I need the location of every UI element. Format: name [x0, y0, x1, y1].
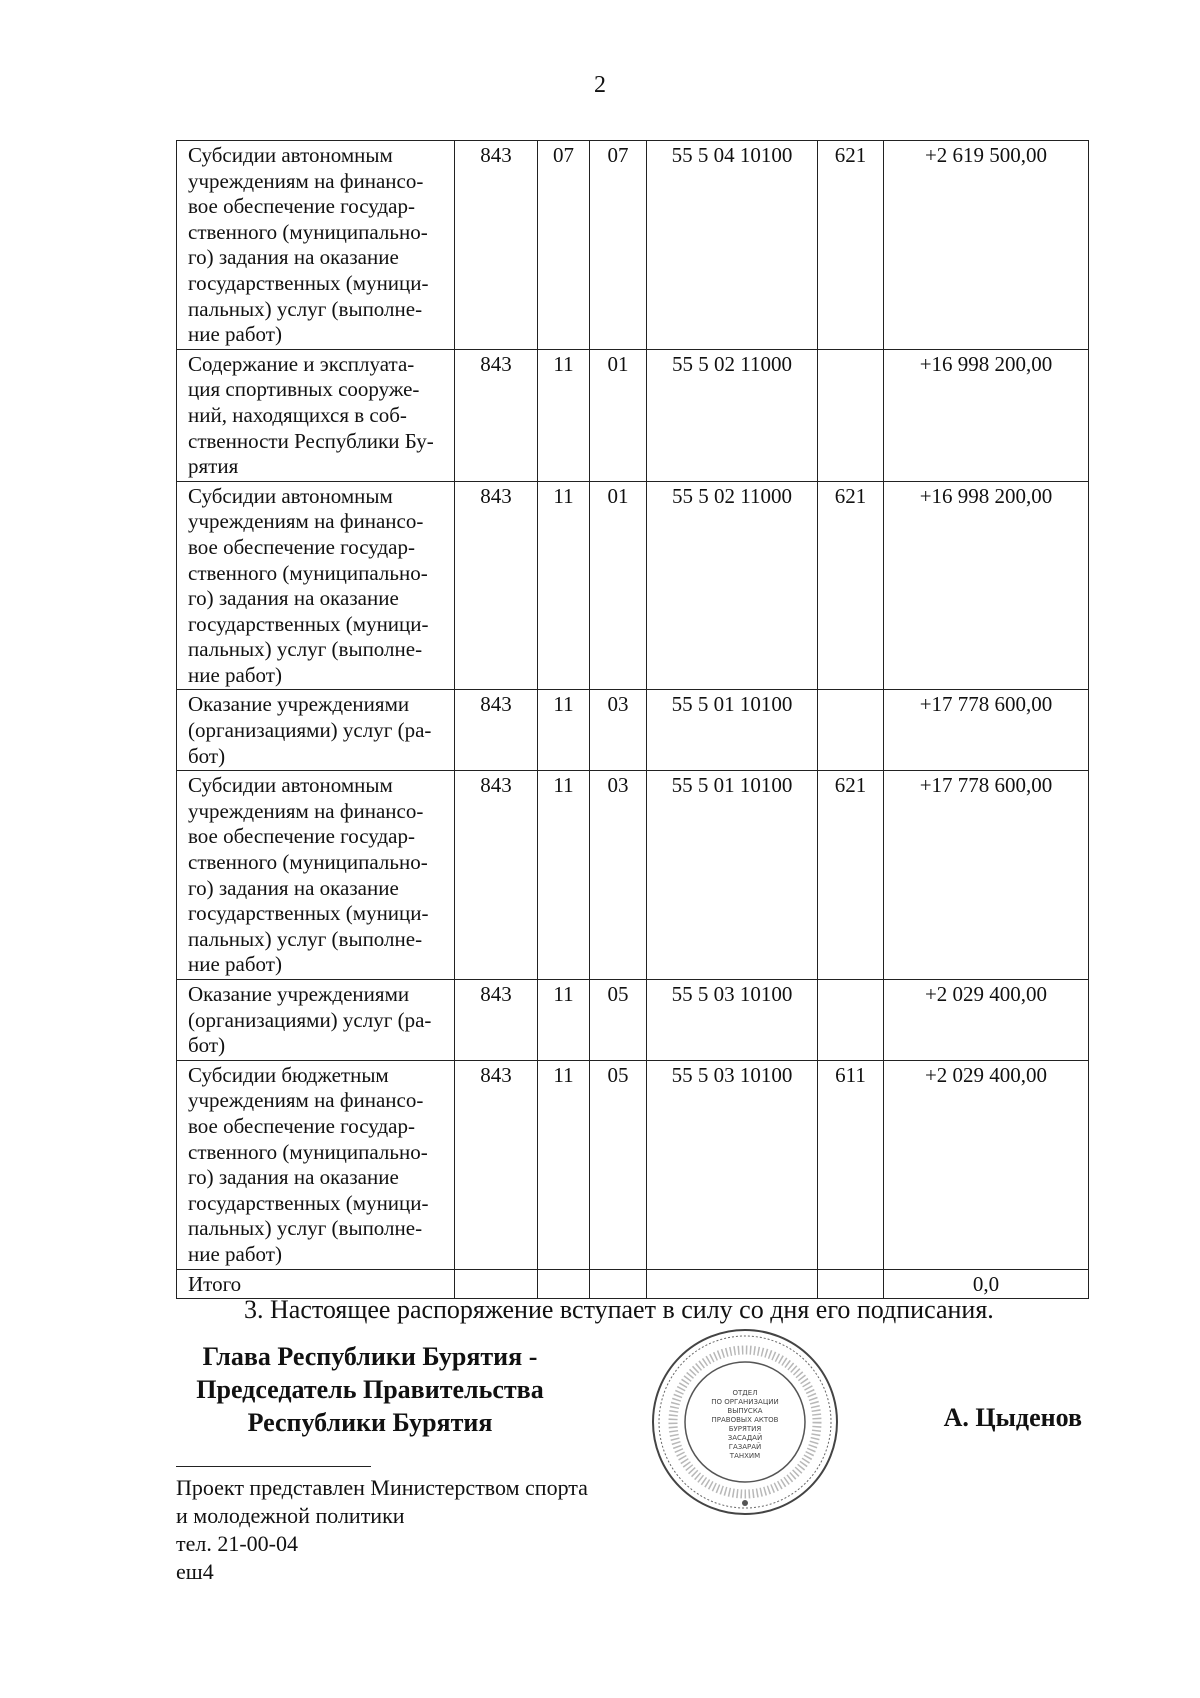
item-name-line: ственности Республики Бу- [188, 428, 434, 453]
item-name-line: Оказание учреждениями [188, 982, 410, 1006]
target-article-cell: 55 5 03 10100 [647, 980, 818, 1061]
item-name-line: го) задания на оказание [188, 1165, 399, 1190]
seal-text-line: ТАНХИМ [729, 1452, 761, 1460]
table-row [177, 1060, 1089, 1269]
item-name-line: вое обеспечение государ- [188, 824, 415, 849]
item-name-line: государственных (муници- [188, 270, 429, 295]
item-name-line: го) задания на оказание [188, 875, 399, 900]
signatory-title [150, 1340, 590, 1439]
target-article-cell: 55 5 02 11000 [647, 349, 818, 481]
grbs-cell: 843 [455, 690, 538, 771]
item-name-line: пальных) услуг (выполне- [188, 296, 423, 321]
subsection-cell: 03 [590, 771, 647, 980]
item-name-line: ние работ) [188, 322, 282, 347]
section-cell: 07 [538, 141, 590, 350]
subsection-cell: 05 [590, 1060, 647, 1269]
target-article-cell: 55 5 03 10100 [647, 1060, 818, 1269]
expense-type-cell: 621 [818, 771, 884, 980]
table-row [177, 349, 1089, 481]
item-name-line: (организациями) услуг (ра- [188, 718, 432, 743]
item-name-line: учреждениям на финансо- [188, 1088, 424, 1113]
target-article-cell: 55 5 04 10100 [647, 141, 818, 350]
grbs-cell: 843 [455, 481, 538, 690]
total-amount: 0,0 [884, 1269, 1089, 1299]
table-body [177, 141, 1089, 1299]
item-name-line: пальных) услуг (выполне- [188, 1216, 423, 1241]
amount-cell: +16 998 200,00 [884, 349, 1089, 481]
item-name-line: Содержание и эксплуата- [188, 351, 415, 376]
item-name-line: пальных) услуг (выполне- [188, 926, 423, 951]
seal-text-line: ЗАСАДАЙ [727, 1434, 763, 1442]
target-article-cell: 55 5 02 11000 [647, 481, 818, 690]
item-name-line: ние работ) [188, 662, 282, 687]
item-name-line: рятия [188, 454, 239, 479]
item-name-cell [177, 481, 455, 690]
expense-type-cell [818, 690, 884, 771]
table-row [177, 980, 1089, 1061]
footer-line: и молодежной политики [176, 1503, 405, 1528]
grbs-cell: 843 [455, 771, 538, 980]
expense-type-cell: 621 [818, 481, 884, 690]
expense-type-cell [818, 980, 884, 1061]
table-row [177, 771, 1089, 980]
seal-text-line: ВЫПУСКА [727, 1407, 763, 1415]
expense-type-cell: 611 [818, 1060, 884, 1269]
budget-table [176, 140, 1089, 1299]
subsection-cell: 07 [590, 141, 647, 350]
item-name-line: го) задания на оказание [188, 245, 399, 270]
item-name-line: вое обеспечение государ- [188, 534, 415, 559]
expense-type-cell: 621 [818, 141, 884, 350]
item-name-line: Субсидии автономным [188, 773, 393, 798]
target-article-cell: 55 5 01 10100 [647, 771, 818, 980]
footnote-divider [176, 1466, 371, 1467]
amount-cell: +16 998 200,00 [884, 481, 1089, 690]
item-name-line: государственных (муници- [188, 611, 429, 636]
section-cell: 11 [538, 690, 590, 771]
item-name-line: государственных (муници- [188, 1190, 429, 1215]
grbs-cell: 843 [455, 349, 538, 481]
item-name-line: го) задания на оказание [188, 586, 399, 611]
subsection-cell: 01 [590, 481, 647, 690]
item-name-line: ние работ) [188, 1241, 282, 1266]
item-name-cell [177, 980, 455, 1061]
seal-text-line: БУРЯТИЯ [728, 1425, 762, 1433]
signatory-name: А. Цыденов [943, 1403, 1082, 1432]
item-name-line: государственных (муници- [188, 901, 429, 926]
clause-text: 3. Настоящее распоряжение вступает в силу со дня его подписания. [244, 1295, 994, 1324]
total-label: Итого [177, 1269, 455, 1299]
page-number: 2 [594, 72, 606, 98]
section-cell: 11 [538, 1060, 590, 1269]
seal-dot [742, 1500, 748, 1506]
item-name-cell [177, 1060, 455, 1269]
amount-cell: +17 778 600,00 [884, 690, 1089, 771]
item-name-line: учреждениям на финансо- [188, 509, 424, 534]
expense-type-cell [818, 349, 884, 481]
target-article-cell: 55 5 01 10100 [647, 690, 818, 771]
table-row [177, 481, 1089, 690]
item-name-line: Субсидии бюджетным [188, 1062, 389, 1087]
item-name-line: учреждениям на финансо- [188, 798, 424, 823]
item-name-cell [177, 771, 455, 980]
item-name-line: пальных) услуг (выполне- [188, 637, 423, 662]
item-name-line: ний, находящихся в соб- [188, 402, 407, 427]
signatory-title-line: Республики Бурятия [247, 1408, 493, 1437]
amount-cell: +2 029 400,00 [884, 980, 1089, 1061]
footer-line: тел. 21-00-04 [176, 1531, 299, 1556]
table-row [177, 690, 1089, 771]
footer-note [176, 1474, 588, 1586]
item-name-line: бот) [188, 1033, 226, 1058]
section-cell: 11 [538, 771, 590, 980]
section-cell: 11 [538, 980, 590, 1061]
amount-cell: +2 029 400,00 [884, 1060, 1089, 1269]
item-name-line: вое обеспечение государ- [188, 194, 415, 219]
grbs-cell: 843 [455, 141, 538, 350]
item-name-line: ция спортивных сооруже- [188, 377, 420, 402]
amount-cell: +2 619 500,00 [884, 141, 1089, 350]
amount-cell: +17 778 600,00 [884, 771, 1089, 980]
item-name-line: ственного (муниципально- [188, 219, 428, 244]
item-name-line: вое обеспечение государ- [188, 1113, 415, 1138]
item-name-line: учреждениям на финансо- [188, 168, 424, 193]
seal-text-line: ОТДЕЛ [732, 1389, 758, 1397]
section-cell: 11 [538, 481, 590, 690]
seal-text-line: ПО ОРГАНИЗАЦИИ [711, 1398, 779, 1406]
subsection-cell: 01 [590, 349, 647, 481]
grbs-cell: 843 [455, 1060, 538, 1269]
signatory-title-line: Глава Республики Бурятия - [202, 1342, 538, 1371]
item-name-line: Субсидии автономным [188, 143, 393, 167]
footer-line: еш4 [176, 1559, 214, 1584]
item-name-line: ственного (муниципально- [188, 560, 428, 585]
signatory-title-line: Председатель Правительства [196, 1375, 544, 1404]
item-name-line: Оказание учреждениями [188, 692, 410, 717]
item-name-cell [177, 141, 455, 350]
subsection-cell: 05 [590, 980, 647, 1061]
item-name-cell [177, 349, 455, 481]
item-name-cell [177, 690, 455, 771]
seal-text-line: ГАЗАРАЙ [728, 1443, 762, 1451]
seal-text-line: ПРАВОВЫХ АКТОВ [711, 1416, 779, 1424]
official-seal [650, 1327, 840, 1517]
grbs-cell: 843 [455, 980, 538, 1061]
item-name-line: (организациями) услуг (ра- [188, 1007, 432, 1032]
item-name-line: ние работ) [188, 952, 282, 977]
footer-line: Проект представлен Министерством спорта [176, 1475, 588, 1500]
item-name-line: ственного (муниципально- [188, 1139, 428, 1164]
subsection-cell: 03 [590, 690, 647, 771]
item-name-line: ственного (муниципально- [188, 850, 428, 875]
item-name-line: бот) [188, 743, 226, 768]
item-name-line: Субсидии автономным [188, 483, 393, 508]
table-row [177, 141, 1089, 350]
section-cell: 11 [538, 349, 590, 481]
